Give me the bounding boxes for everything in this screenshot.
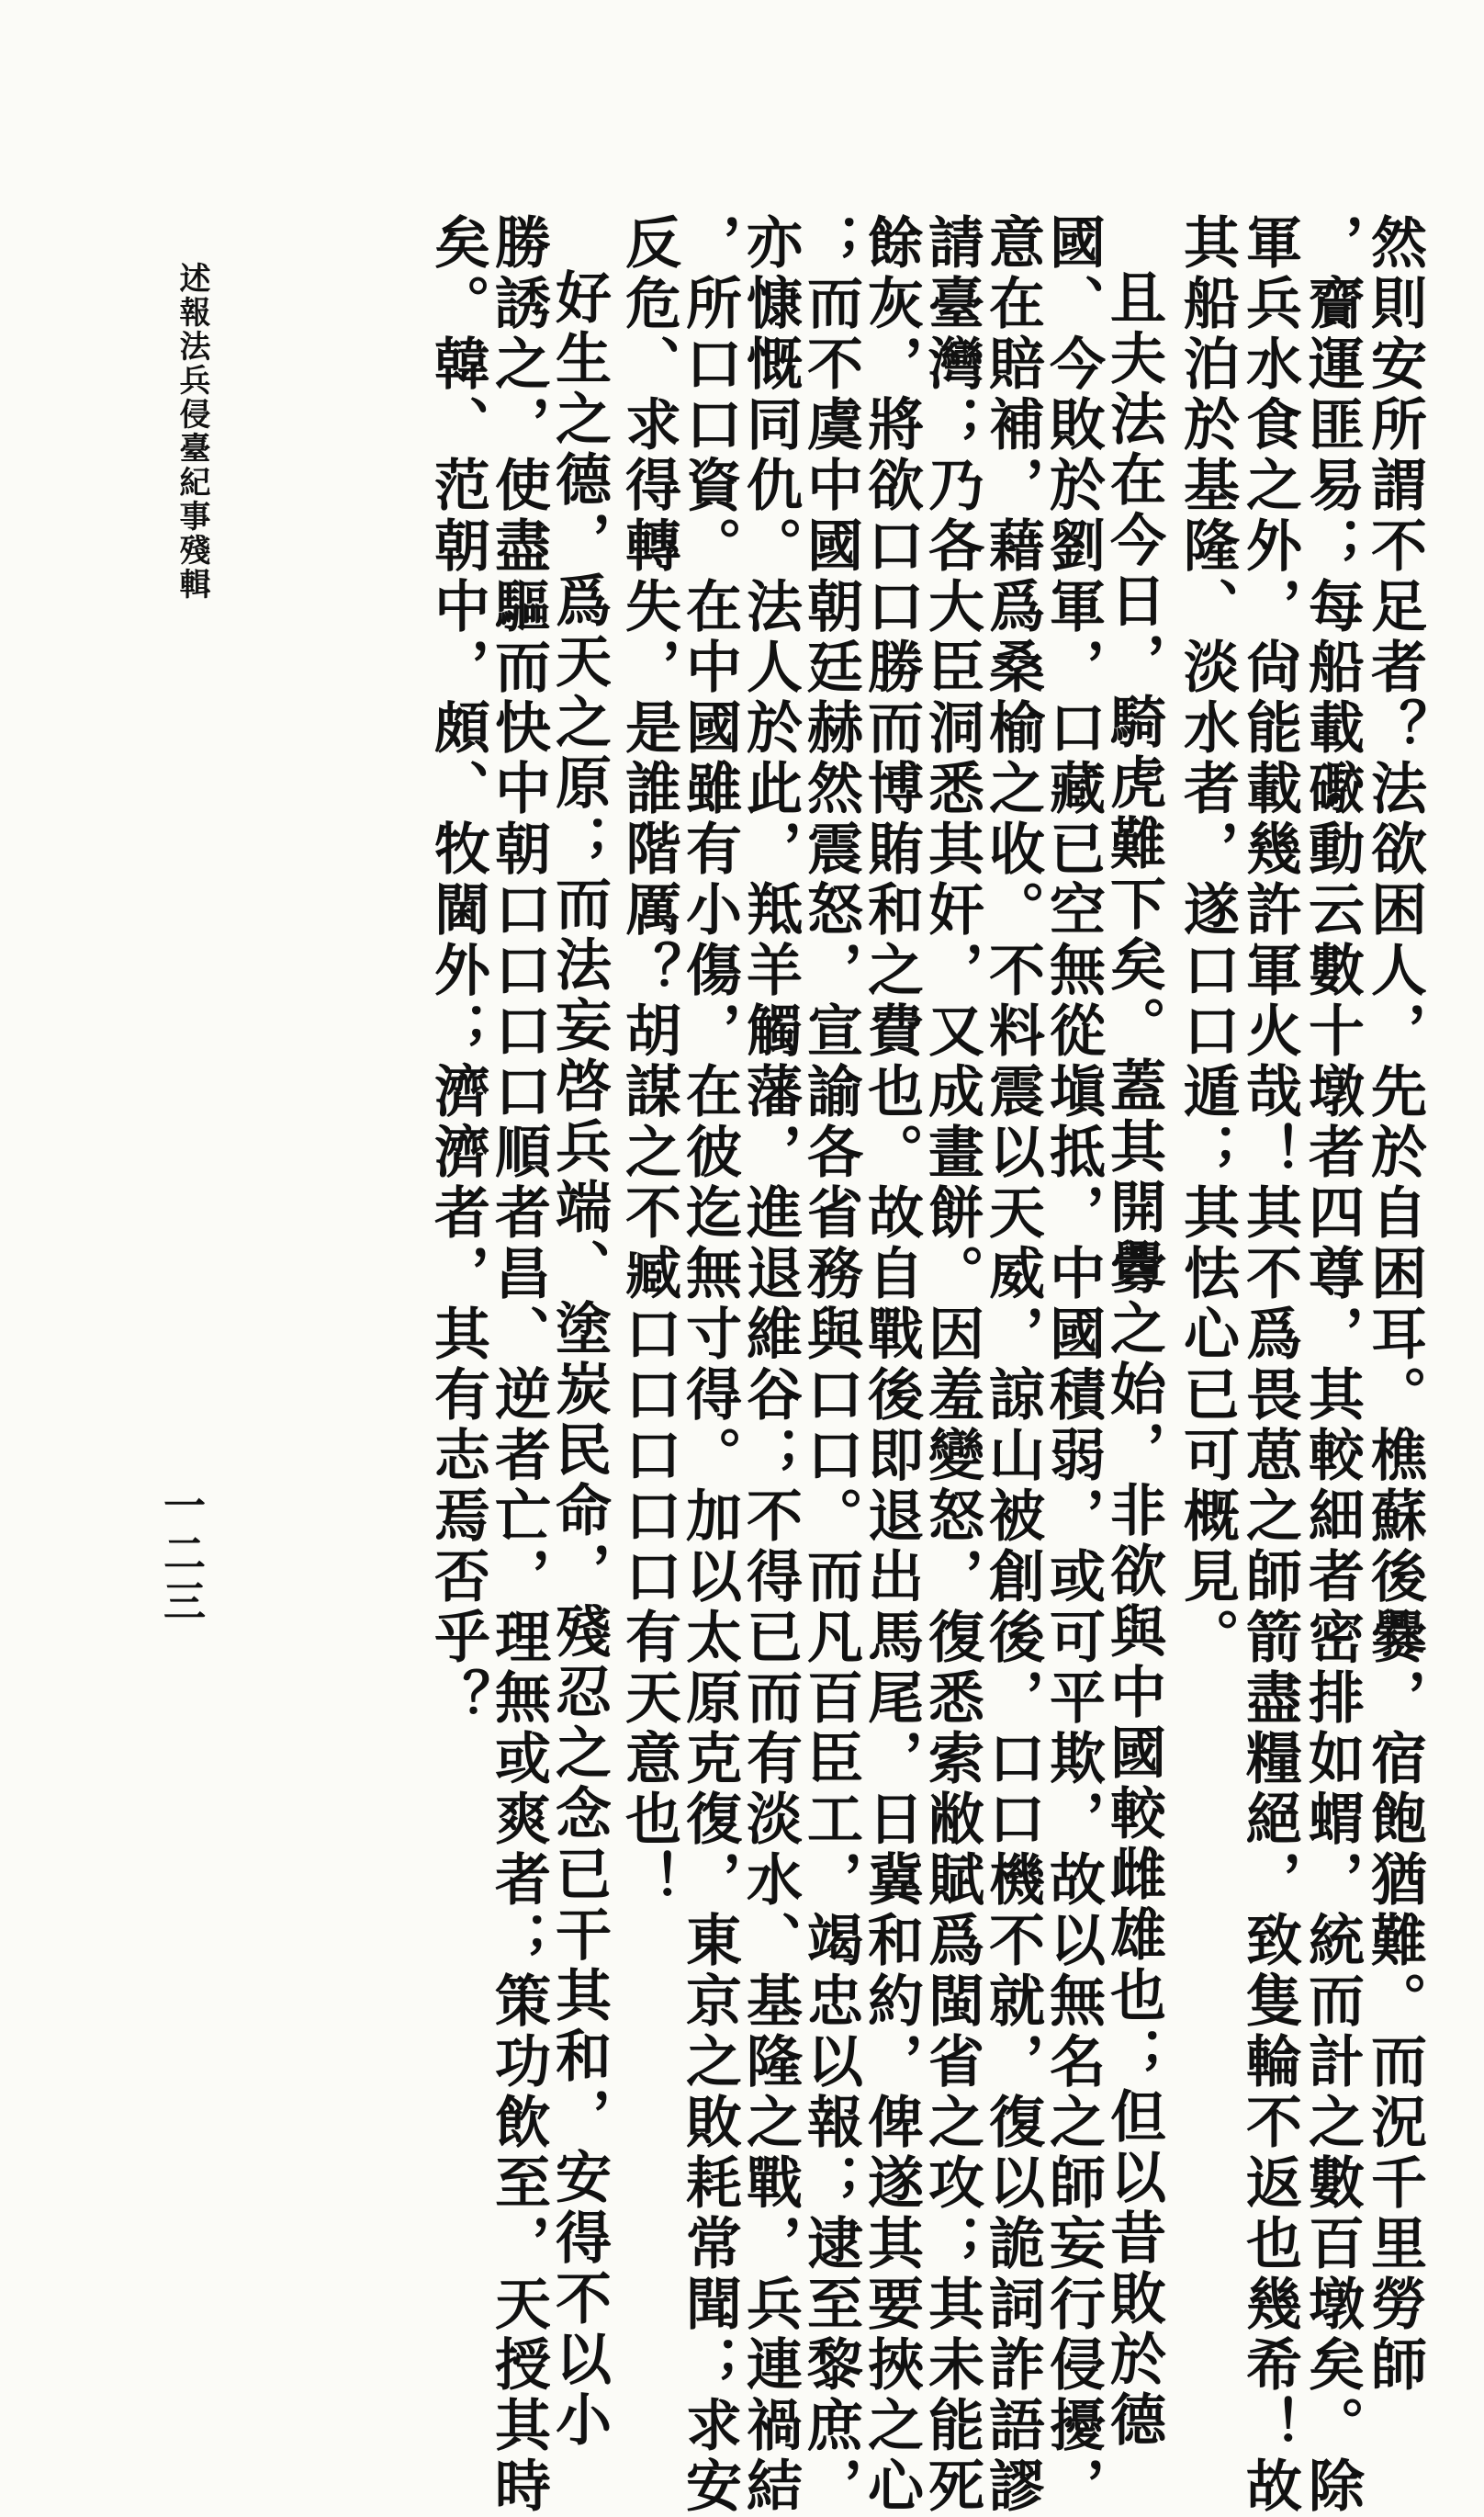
book-title-header: 述報法兵侵臺紀事殘輯 [174, 262, 210, 602]
text-column-5: 且夫法在今日，騎虎難下矣。蓋其開釁之始，非欲與中國較雌雄也；但以昔敗於德 [1101, 268, 1166, 2451]
text-column-12: ，所口口資。在中國雖有小傷，在彼迄無寸得。加以太原克復，東京之敗耗常聞；求安 [677, 213, 742, 2517]
text-column-14: 好生之德，爲天之原；而法妄啓兵端、塗炭民命，殘忍之念已干其和，安得不以小 [546, 268, 612, 2451]
text-column-8: 請臺灣；乃各大臣洞悉其奸，又成畫餅。因羞變怒，復悉索敝賦爲閩省之攻；其未能死 [919, 213, 984, 2517]
text-column-11: 亦慷慨同仇。法人於此，羝羊觸藩，進退維谷；不得已而有淡水、基隆之戰，兵連禍結 [737, 213, 803, 2517]
text-column-16: 矣。韓、范朝中，頗、牧閫外；濟濟者，其有志焉否乎？ [425, 213, 490, 1729]
text-column-4: 其船泊於基隆、淡水者，遂口口遁；其怯心已可概見。 [1175, 213, 1240, 1668]
text-column-3: 軍兵水食之外，尙能載幾許軍火哉！其不爲畏葸之師箭盡糧絕，致隻輪不返也幾希！故 [1237, 213, 1302, 2517]
text-column-7: 意在賠補，藉爲桑榆之收。不料震以天威，諒山被創後，口口機不就，復以詭詞詐語謬 [980, 213, 1045, 2517]
text-column-10: ；而不虞中國朝廷赫然震怒，宣諭各省務與口口。而凡百臣工，竭忠以報；逮至黎庶， [798, 213, 863, 2517]
text-column-6: 國、今敗於劉軍，口藏已空無從塡抵，中國積弱，或可平欺，故以無名之師妄行侵擾， [1040, 213, 1106, 2517]
text-column-13: 反危、求得轉失，是誰階厲？胡謀之不臧口口口口口有天意也！ [616, 213, 681, 1911]
text-column-2: ，齎運匪易；每船載礮動云數十墩者四尊，其較細者密排如蝟，統而計之數百墩矣。除 [1299, 213, 1365, 2517]
text-column-1: 然則安所謂不足者？法欲困人，先於自困耳。樵蘇後爨，宿飽猶難。而況千里勞師 [1362, 213, 1427, 2396]
text-column-9: 餘灰，將欲口口勝而博賄和之費也。故自戰後即退出馬尾，日冀和約，俾遂其要挾之心 [859, 213, 924, 2517]
text-column-15: 勝誘之，使盡驅而快中朝口口口口順者昌、逆者亡，理無或爽者；策功飲至，天授其時 [486, 213, 551, 2517]
page-number: 一二三 [157, 1484, 207, 1627]
